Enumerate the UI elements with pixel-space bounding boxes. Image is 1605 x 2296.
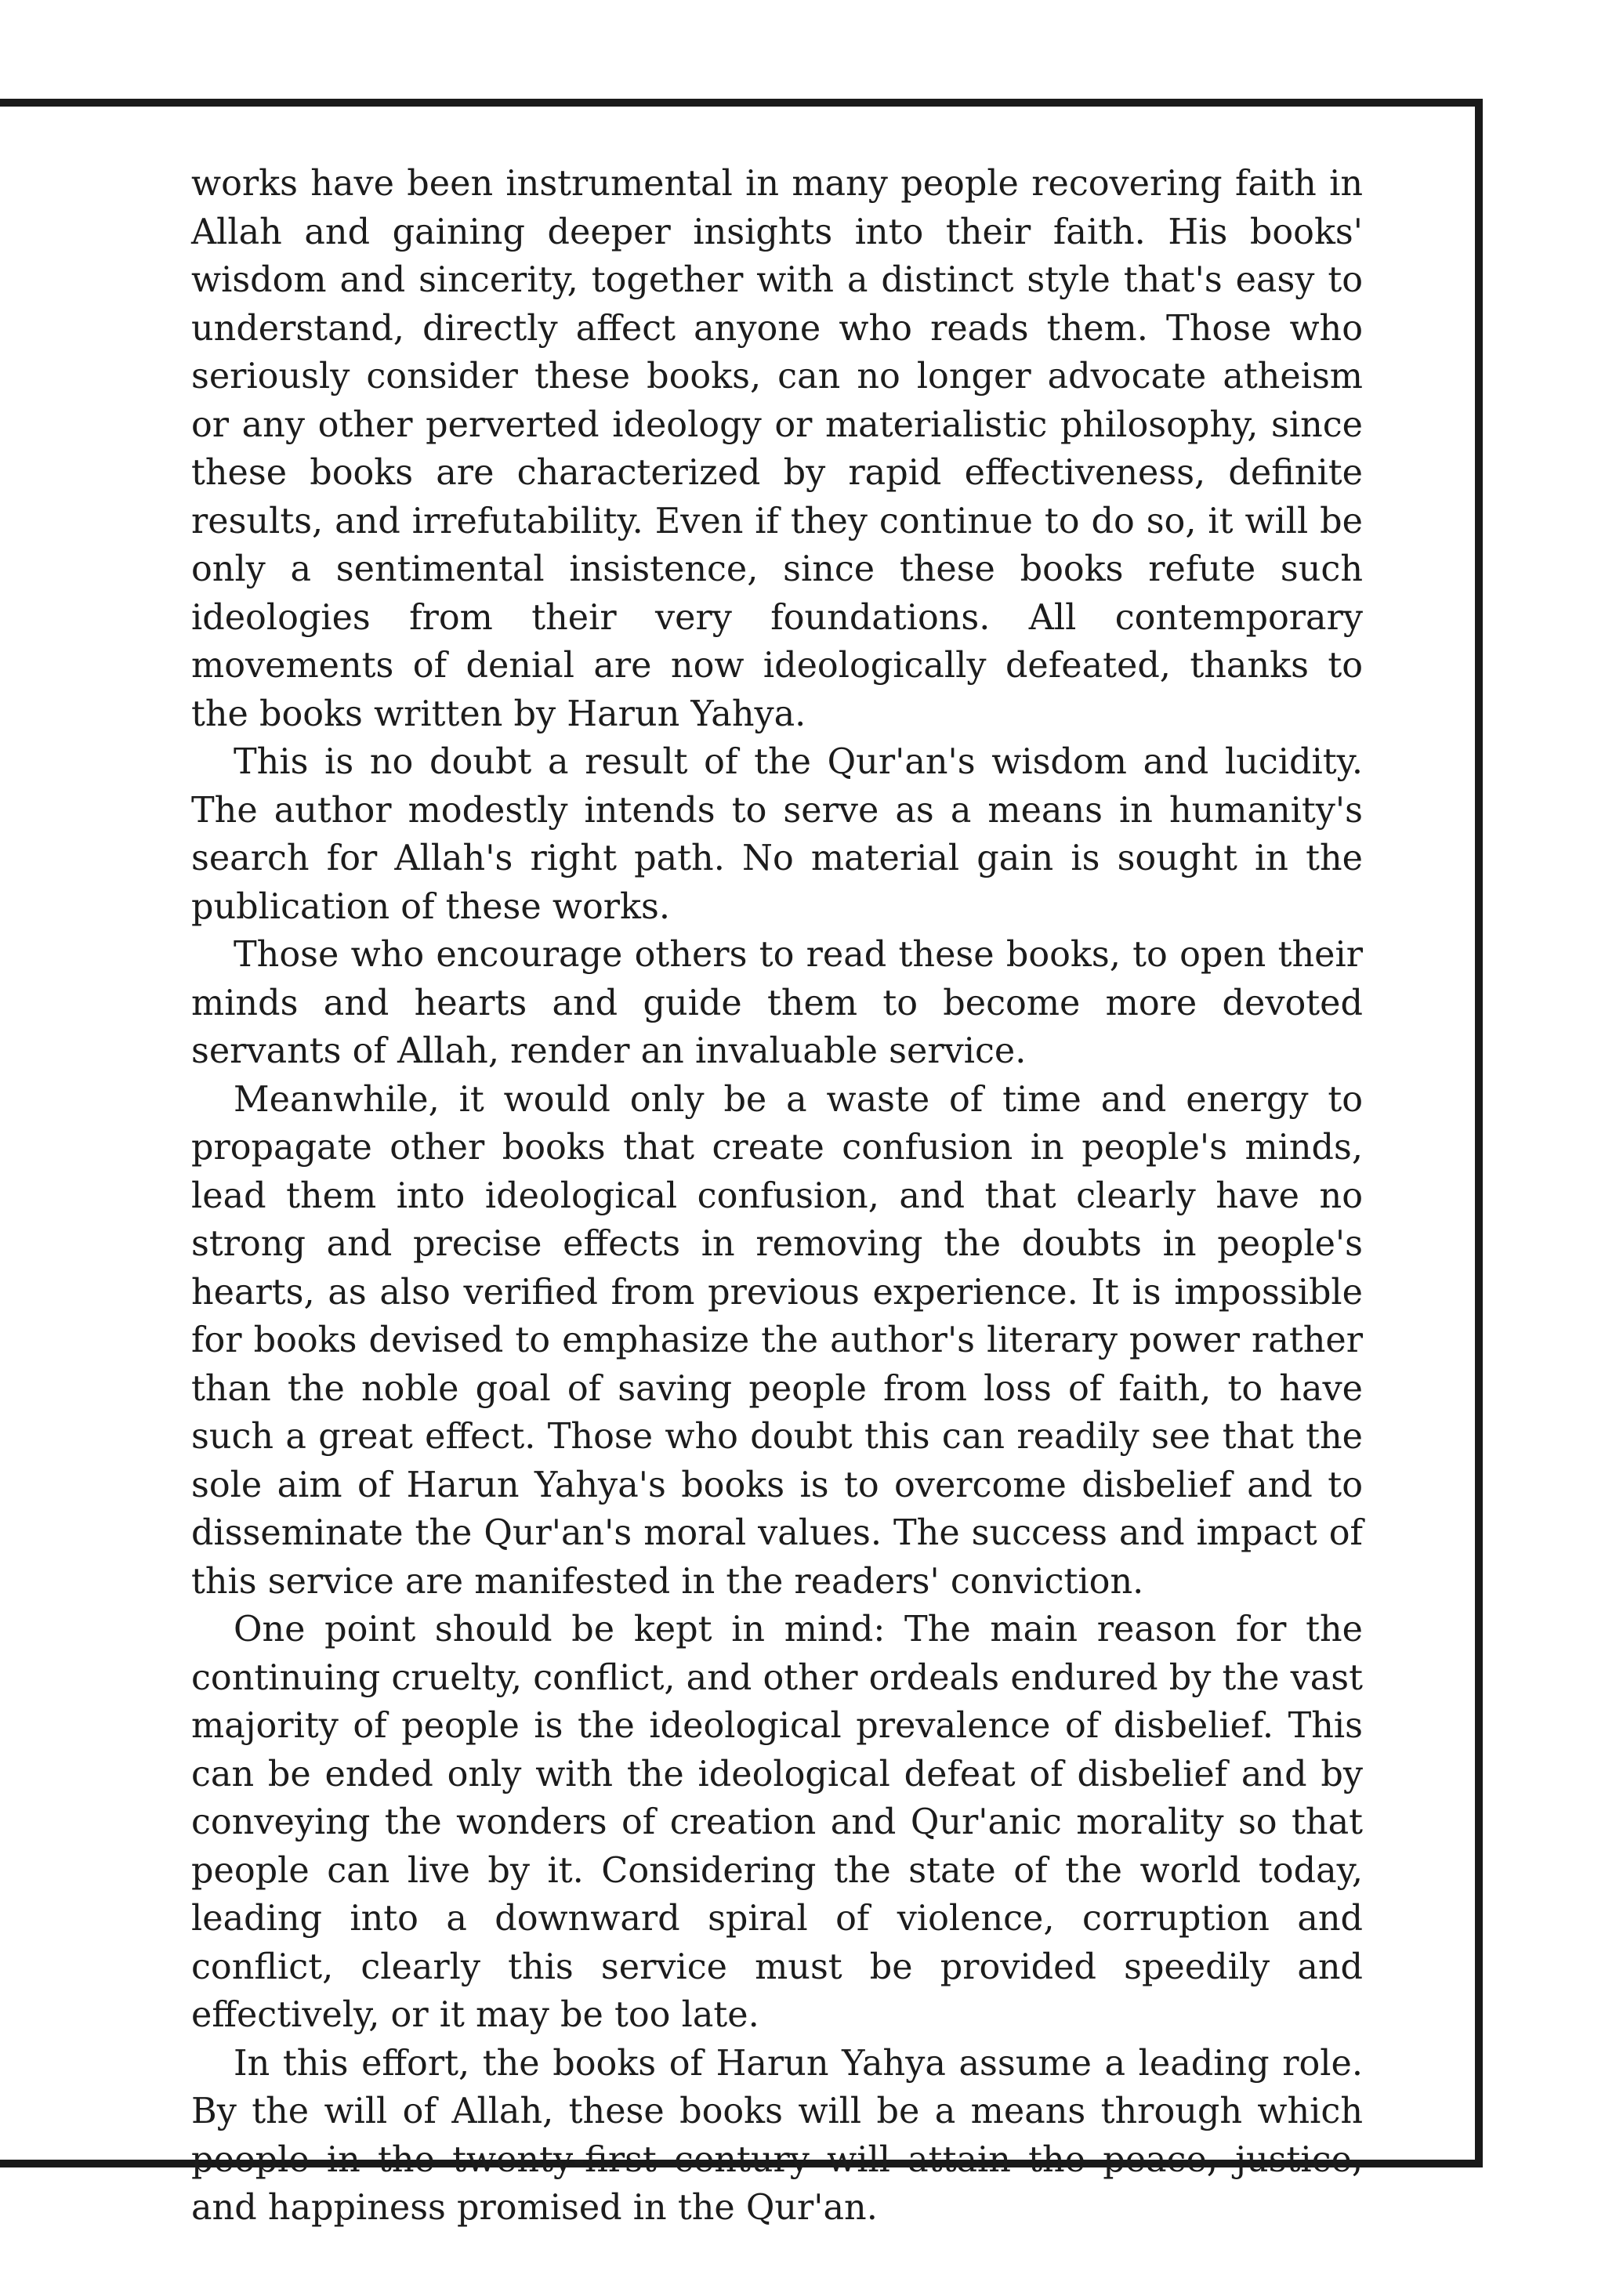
paragraph-5: One point should be kept in mind: The main reason for the continuing cruelty, conflict, and other ordeals endured by the vast majority of people is the ideological prevalence of disbelief. This can be ended only with the ideological defeat of disbelief and by conveying the wonders of creation and Qur'anic morality so that people can live by it. Considering the state of the world today, leading into a downward spiral of violence, corruption and conflict, clearly this service must be provided speedily and effectively, or it may be too late. <box>191 1610 1363 2035</box>
paragraph-4: Meanwhile, it would only be a waste of time and energy to propagate other books that create confusion in people's minds, lead them into ideological confusion, and that clearly have no strong and precise effects in removing the doubts in people's hearts, as also verified from previous experience. It is impossible for books devised to emphasize the author's literary power rather than the noble goal of saving people from loss of faith, to have such a great effect. Those who doubt this can readily see that the sole aim of Harun Yahya's books is to overcome disbelief and to disseminate the Qur'an's moral values. The success and impact of this service are manifested in the readers' conviction. <box>191 1079 1363 1602</box>
paragraph-1: works have been instrumental in many people recovering faith in Allah and gaining deeper insights into their faith. His books' wisdom and sincerity, together with a distinct style that's easy to understand, directly affect anyone who reads them. Those who seriously consider these books, can no longer advocate atheism or any other perverted ideology or materialistic philosophy, since these books are characterized by rapid effectiveness, definite results, and irrefutability. Even if they continue to do so, it will be only a sentimental insistence, since these books refute such ideologies from their very foundations. All contemporary movements of denial are now ideologically defeated, thanks to the books written by Harun Yahya. <box>191 164 1363 734</box>
paragraph-2: This is no doubt a result of the Qur'an's wisdom and lucidity. The author modestly intends to serve as a means in humanity's search for Allah's right path. No material gain is sought in the publication of these works. <box>191 742 1363 927</box>
body-text <box>191 160 1363 2233</box>
paragraph-3: Those who encourage others to read these books, to open their minds and hearts and guide them to become more devoted servants of Allah, render an invaluable service. <box>191 935 1363 1071</box>
paragraph-6: In this effort, the books of Harun Yahya assume a leading role. By the will of Allah, these books will be a means through which people in the twenty-first century will attain the peace, justice, and happiness promised in the Qur'an. <box>191 2043 1363 2228</box>
